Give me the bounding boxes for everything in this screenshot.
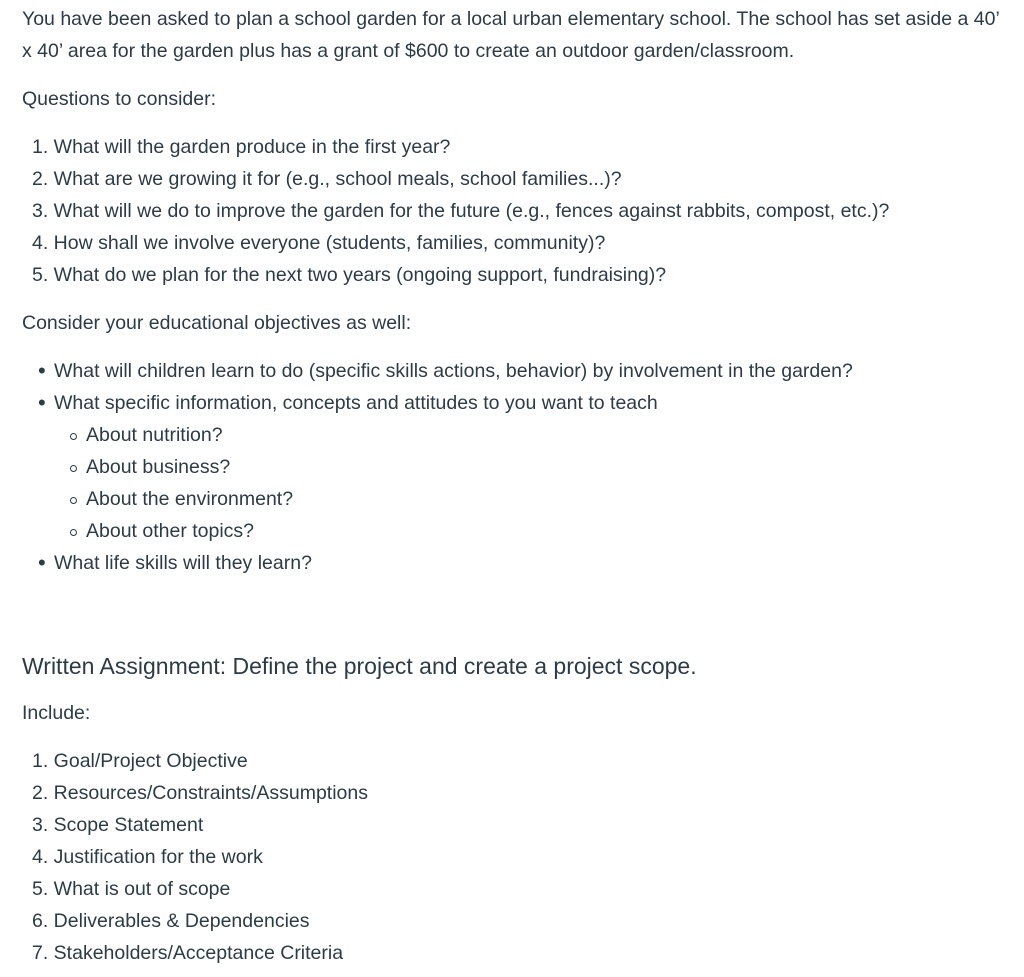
- circle-bullet-icon: [70, 529, 77, 536]
- question-item: 1. What will the garden produce in the first year?: [32, 136, 451, 158]
- objective-item: [36, 547, 1010, 579]
- objective-item: [36, 355, 1010, 387]
- question-item: 4. How shall we involve everyone (students, families, community)?: [32, 232, 606, 254]
- bullet-icon: •: [38, 550, 46, 575]
- objective-subitem: [68, 451, 1010, 483]
- include-item: 4. Justification for the work: [32, 846, 263, 868]
- include-item: 6. Deliverables & Dependencies: [32, 910, 310, 932]
- objective-sublist: [54, 419, 1010, 547]
- assignment-heading: Written Assignment: Define the project and create a project scope.: [22, 653, 697, 679]
- objectives-label: Consider your educational objectives as well:: [22, 312, 412, 334]
- objective-subitem-text: About the environment?: [86, 488, 294, 510]
- circle-bullet-icon: [70, 465, 77, 472]
- objective-subitem-text: About other topics?: [86, 520, 255, 542]
- include-item: 7. Stakeholders/Acceptance Criteria: [32, 942, 344, 964]
- bullet-icon: •: [38, 390, 46, 415]
- question-item: 3. What will we do to improve the garden for the future (e.g., fences against rabbits, compost, etc.)?: [32, 200, 890, 222]
- intro-paragraph: You have been asked to plan a school garden for a local urban elementary school. The school has set aside a 40’ x 40’ area for the garden plus has a grant of $600 to create an outdoor garden/classroom.: [22, 8, 1000, 62]
- question-item: 2. What are we growing it for (e.g., school meals, school families...)?: [32, 168, 622, 190]
- objective-text: What specific information, concepts and attitudes to you want to teach: [54, 392, 658, 414]
- include-list: [22, 745, 1010, 969]
- bullet-icon: •: [38, 358, 46, 383]
- circle-bullet-icon: [70, 433, 77, 440]
- objective-subitem: [68, 483, 1010, 515]
- circle-bullet-icon: [70, 497, 77, 504]
- include-label: Include:: [22, 702, 91, 724]
- objective-subitem: [68, 419, 1010, 451]
- objective-subitem: [68, 515, 1010, 547]
- questions-list: [22, 131, 1010, 291]
- include-item: 3. Scope Statement: [32, 814, 204, 836]
- include-item: 1. Goal/Project Objective: [32, 750, 248, 772]
- objective-subitem-text: About nutrition?: [86, 424, 223, 446]
- question-item: 5. What do we plan for the next two years (ongoing support, fundraising)?: [32, 264, 667, 286]
- objectives-list: [22, 355, 1010, 579]
- objective-item: [36, 387, 1010, 547]
- include-item: 5. What is out of scope: [32, 878, 231, 900]
- objective-subitem-text: About business?: [86, 456, 231, 478]
- questions-label: Questions to consider:: [22, 88, 217, 110]
- objective-text: What life skills will they learn?: [54, 552, 312, 574]
- include-item: 2. Resources/Constraints/Assumptions: [32, 782, 368, 804]
- objective-text: What will children learn to do (specific skills actions, behavior) by involvement in the garden?: [54, 360, 853, 382]
